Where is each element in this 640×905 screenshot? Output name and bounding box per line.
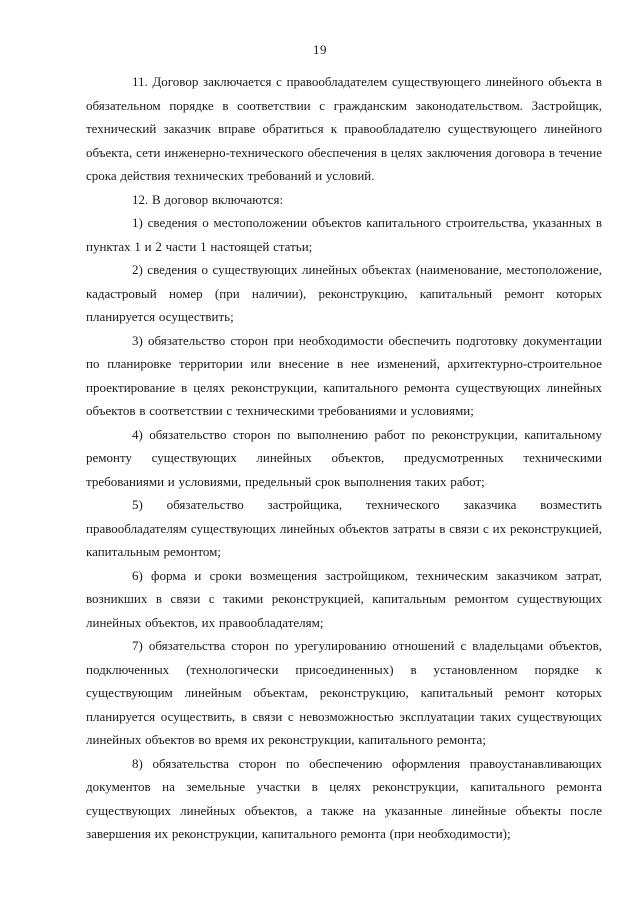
list-item-1: 1) сведения о местоположении объектов капитального строительства, указанных в пунктах 1 и 2 части 1 настоящей статьи; — [86, 215, 602, 254]
list-item-3: 3) обязательство сторон при необходимости обеспечить подготовку документации по планировке территории или внесение в нее изменений, архитектурно-строительное проектирование в целях реконструкции, капитального ремонта существующих линейных объектов в соответствии с техническими требованиями и условиями; — [86, 332, 602, 418]
list-item-5: 5) обязательство застройщика, технического заказчика возместить правообладателям существующих линейных объектов затраты в связи с их реконструкцией, капитальным ремонтом; — [86, 497, 602, 559]
paragraph-11: 11. Договор заключается с правообладателем существующего линейного объекта в обязательном порядке в соответствии с гражданским законодательством. Застройщик, технический заказчик вправе обратиться к правообладателю существующего линейного объекта, сети инженерно-технического обеспечения в целях заключения договора в течение срока действия технических требований и условий. — [86, 74, 602, 183]
list-item-6: 6) форма и сроки возмещения застройщиком, техническим заказчиком затрат, возникших в связи с такими реконструкцией, капитальным ремонтом существующих линейных объектов, их правообладателям; — [86, 567, 602, 630]
list-item-8: 8) обязательства сторон по обеспечению оформления правоустанавливающих документов на земельные участки в целях реконструкции, капитального ремонта существующих линейных объектов, а также на указанные линейные объекты после завершения их реконструкции, капитального ремонта (при необходимости); — [86, 755, 602, 841]
page-number: 19 — [313, 42, 327, 57]
paragraph-12: 12. В договор включаются: — [132, 191, 284, 207]
list-item-7: 7) обязательства сторон по урегулированию отношений с владельцами объектов, подключенных (технологически присоединенных) в установленном порядке к существующим линейным объектам, реконструкцию, капитальный ремонт которых планируется осуществить, в связи с невозможностью эксплуатации таких существующих линейных объектов во время их реконструкции, капитального ремонта; — [86, 638, 602, 747]
document-body — [86, 70, 602, 846]
list-item-2: 2) сведения о существующих линейных объектах (наименование, местоположение, кадастровый номер (при наличии), реконструкцию, капитальный ремонт которых планируется осуществить; — [86, 262, 602, 324]
list-item-4: 4) обязательство сторон по выполнению работ по реконструкции, капитальному ремонту существующих линейных объектов, предусмотренных техническими требованиями и условиями, предельный срок выполнения таких работ; — [86, 426, 602, 489]
